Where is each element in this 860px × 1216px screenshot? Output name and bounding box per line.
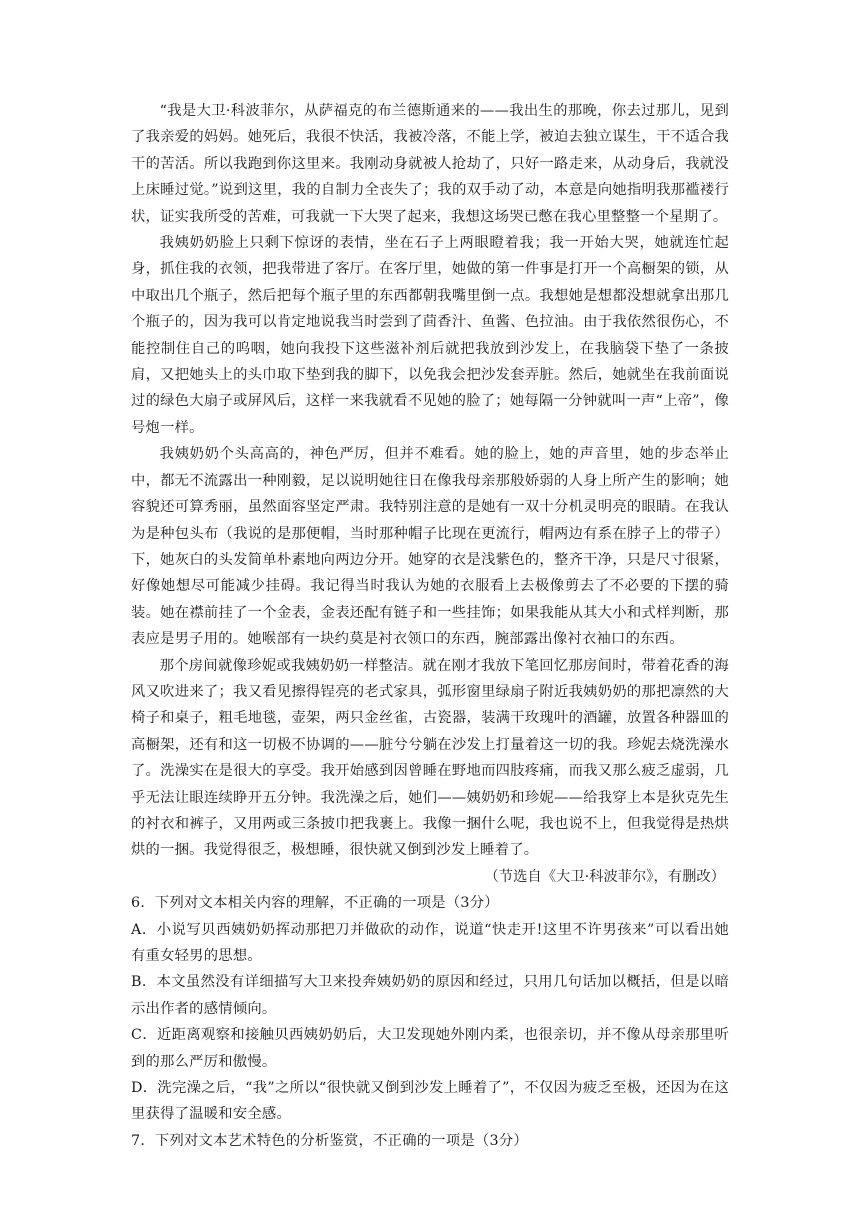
question-6-option-d: D．洗完澡之后，“我”之所以“很快就又倒到沙发上睡着了”，不仅因为疲乏至极，还因为在这里获得了温暖和安全感。 <box>131 1080 729 1123</box>
passage-paragraph-2: 我姨奶奶脸上只剩下惊讶的表情，坐在石子上两眼瞪着我；我一开始大哭，她就连忙起身，抓住我的衣领，把我带进了客厅。在客厅里，她做的第一件事是打开一个高橱架的锁，从中取出几个瓶子，然后把每个瓶子里的东西都朝我嘴里倒一点。我想她是想都没想就拿出那几个瓶子的，因为我可以肯定地说我当时尝到了茴香汁、鱼酱、色拉油。由于我依然很伤心，不能控制住自己的呜咽，她向我投下这些滋补剂后就把我放到沙发上，在我脑袋下垫了一条披肩，又把她头上的头巾取下垫到我的脚下，以免我会把沙发套弄脏。然后，她就坐在我前面说过的绿色大扇子或屏风后，这样一来我就看不见她的脸了；她每隔一分钟就叫一声“上帝”，像号炮一样。 <box>131 235 729 436</box>
passage-paragraph-1: “我是大卫·科波菲尔，从萨福克的布兰德斯通来的——我出生的那晚，你去过那儿，见到了我亲爱的妈妈。她死后，我很不快活，我被冷落，不能上学，被迫去独立谋生，干不适合我干的苦活。所以我跑到你这里来。我刚动身就被人抢劫了，只好一路走来，从动身后，我就没上床睡过觉。”说到这里，我的自制力全丧失了；我的双手动了动，本意是向她指明我那褴褛行状，证实我所受的苦难，可我就一下大哭了起来，我想这场哭已憋在我心里整整一个星期了。 <box>131 103 729 225</box>
question-7 <box>131 1128 729 1154</box>
question-6-stem: 6．下列对文本相关内容的理解，不正确的一项是（3分） <box>131 895 499 912</box>
passage-source: （节选自《大卫·科波菲尔》，有删改） <box>484 868 725 885</box>
question-6-option-c: C．近距离观察和接触贝西姨奶奶后，大卫发现她外刚内柔，也很亲切，并不像从母亲那里听到的那么严厉和傲慢。 <box>131 1027 729 1070</box>
question-6-option-b: B．本文虽然没有详细描写大卫来投奔姨奶奶的原因和经过，只用几句话加以概括，但是以暗示出作者的感情倾向。 <box>131 974 729 1017</box>
question-7-stem: 7．下列对文本艺术特色的分析鉴赏，不正确的一项是（3分） <box>131 1132 528 1149</box>
question-6-option-a: A．小说写贝西姨奶奶挥动那把刀并做砍的动作，说道“快走开!这里不许男孩来”可以看出她有重女轻男的思想。 <box>131 921 729 964</box>
question-6 <box>131 890 729 1128</box>
passage-paragraph-3: 我姨奶奶个头高高的，神色严厉，但并不难看。她的脸上，她的声音里，她的步态举止中，都无不流露出一种刚毅，足以说明她往日在像我母亲那般娇弱的人身上所产生的影响；她容貌还可算秀丽，虽然面容坚定严肃。我特别注意的是她有一双十分机灵明亮的眼睛。在我认为是种包头布（我说的是那便帽，当时那种帽子比现在更流行，帽两边有系在脖子上的带子）下，她灰白的头发简单朴素地向两边分开。她穿的衣是浅紫色的，整齐干净，只是尺寸很紧，好像她想尽可能减少挂碍。我记得当时我认为她的衣服看上去极像剪去了不必要的下摆的骑装。她在襟前挂了一个金表，金表还配有链子和一些挂饰；如果我能从其大小和式样判断，那表应是男子用的。她喉部有一块约莫是衬衣领口的东西，腕部露出像衬衣袖口的东西。 <box>131 446 729 648</box>
passage <box>131 98 729 890</box>
passage-paragraph-4: 那个房间就像珍妮或我姨奶奶一样整洁。就在刚才我放下笔回忆那房间时，带着花香的海风又吹进来了；我又看见擦得锃亮的老式家具，弧形窗里绿扇子附近我姨奶奶的那把凛然的大椅子和桌子，粗毛地毯，壶架，两只金丝雀，古瓷器，装满干玫瑰叶的酒罐，放置各种器皿的高橱架，还有和这一切极不协调的——脏兮兮躺在沙发上打量着这一切的我。珍妮去烧洗澡水了。洗澡实在是很大的享受。我开始感到因曾睡在野地而四肢疼痛，而我又那么疲乏虚弱，几乎无法让眼连续睁开五分钟。我洗澡之后，她们——姨奶奶和珍妮——给我穿上本是狄克先生的衬衣和裤子，又用两或三条披巾把我裹上。我像一捆什么呢，我也说不上，但我觉得是热烘烘的一捆。我觉得很乏，极想睡，很快就又倒到沙发上睡着了。 <box>131 657 729 859</box>
